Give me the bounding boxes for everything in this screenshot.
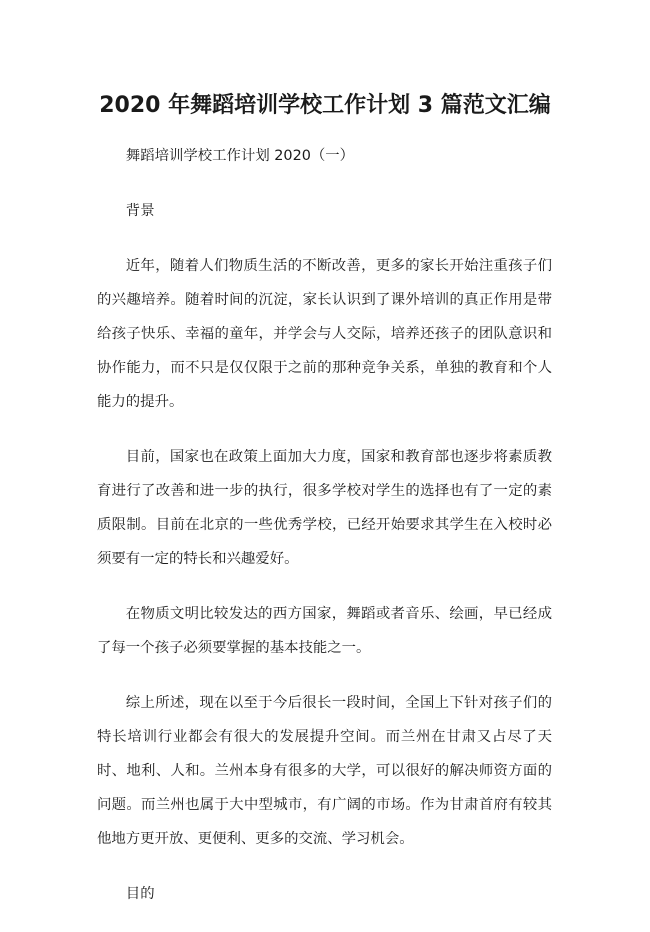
body-paragraph: 综上所述，现在以至于今后很长一段时间，全国上下针对孩子们的特长培训行业都会有很大的发展提升空间。而兰州在甘肃又占尽了天时、地利、人和。兰州本身有很多的大学，可以很好的解决师资方面的问题。而兰州也属于大中型城市，有广阔的市场。作为甘肃首府有较其他地方更开放、更便利、更多的交流、学习机会。	[97, 695, 552, 847]
subtitle-paragraph: 舞蹈培训学校工作计划 2020（一）	[125, 148, 355, 164]
document-title: 2020 年舞蹈培训学校工作计划 3 篇范文汇编	[99, 93, 551, 118]
document-body	[97, 139, 552, 932]
body-paragraph: 目前，国家也在政策上面加大力度，国家和教育部也逐步将素质教育进行了改善和进一步的执行，很多学校对学生的选择也有了一定的素质限制。目前在北京的一些优秀学校，已经开始要求其学生在入校时必须要有一定的特长和兴趣爱好。	[97, 449, 552, 567]
section-heading-background: 背景	[125, 203, 155, 219]
section-heading-purpose: 目的	[125, 886, 155, 902]
body-paragraph: 近年，随着人们物质生活的不断改善，更多的家长开始注重孩子们的兴趣培养。随着时间的沉淀，家长认识到了课外培训的真正作用是带给孩子快乐、幸福的童年，并学会与人交际，培养还孩子的团队意识和协作能力，而不只是仅仅限于之前的那种竞争关系，单独的教育和个人能力的提升。	[97, 258, 552, 410]
body-paragraph: 在物质文明比较发达的西方国家，舞蹈或者音乐、绘画，早已经成了每一个孩子必须要掌握的基本技能之一。	[97, 606, 552, 656]
